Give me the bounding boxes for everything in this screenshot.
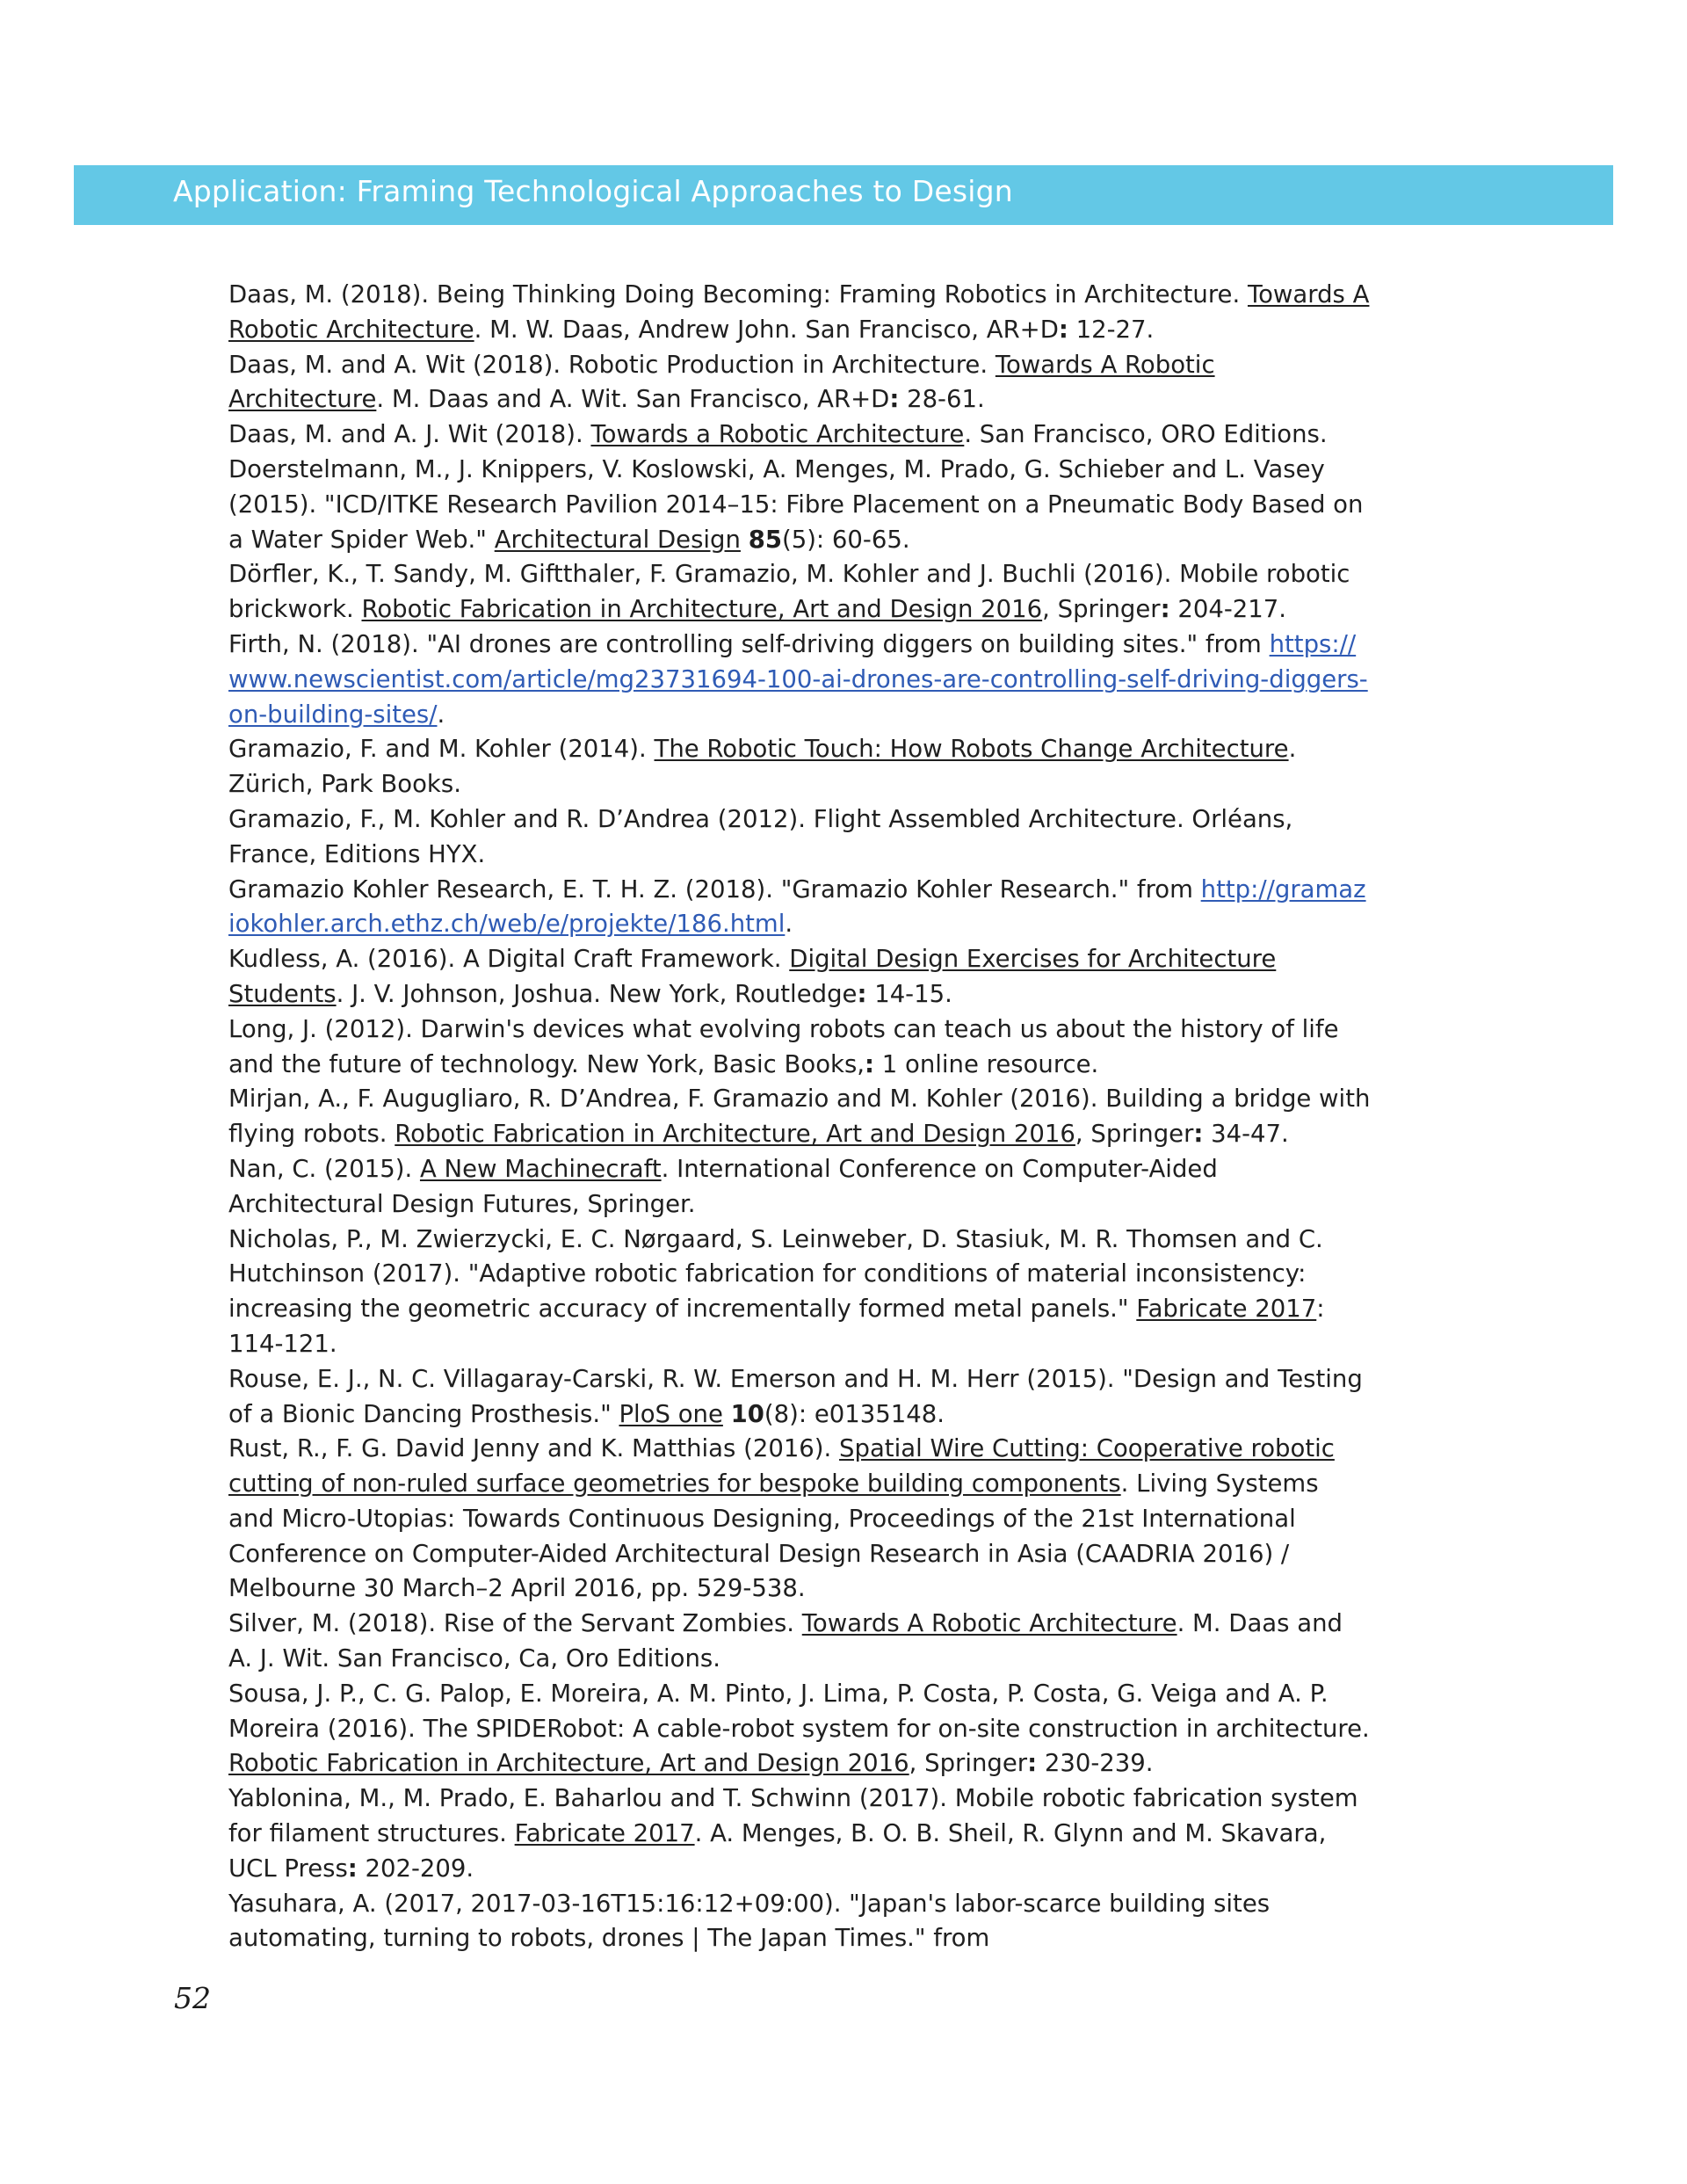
reference-text: Sousa, J. P., C. G. Palop, E. Moreira, A. M. Pinto, J. Lima, P. Costa, P. Costa, G. Veiga and A. P. Moreira (2016). The SPIDERobot: A cable-robot system for on-site construction in architecture.	[228, 1679, 1370, 1743]
reference-text: 28-61.	[899, 385, 985, 414]
reference-text: Daas, M. (2018). Being Thinking Doing Becoming: Framing Robotics in Architecture.	[228, 280, 1248, 308]
reference-entry	[228, 557, 1371, 628]
reference-entry	[228, 1607, 1371, 1677]
reference-text: Gramazio, F. and M. Kohler (2014).	[228, 735, 655, 764]
reference-source-title: The Robotic Touch: How Robots Change Architecture	[654, 735, 1289, 764]
reference-text: .	[437, 700, 445, 729]
reference-entry	[228, 732, 1371, 802]
reference-entry	[228, 417, 1371, 453]
reference-text: Nan, C. (2015).	[228, 1154, 420, 1183]
reference-entry	[228, 453, 1371, 557]
reference-source-title: Robotic Fabrication in Architecture, Art and Design 2016	[228, 1749, 909, 1778]
reference-source-title: A New Machinecraft	[419, 1154, 662, 1183]
reference-text: 34-47.	[1203, 1120, 1289, 1149]
reference-entry	[228, 628, 1371, 732]
reference-bold-text: :	[1058, 315, 1068, 344]
reference-link[interactable]: https://www.newscientist.com/article/mg23731694-100-ai-drones-are-controlling-self-driving-diggers-on-building-sites/	[228, 629, 1368, 729]
reference-text: , Springer	[1042, 595, 1161, 624]
reference-text: Gramazio Kohler Research, E. T. H. Z. (2018). "Gramazio Kohler Research." from	[228, 874, 1201, 903]
reference-entry	[228, 1082, 1371, 1152]
reference-text: 202-209.	[357, 1854, 474, 1883]
reference-bold-text: :	[857, 979, 867, 1008]
reference-entry	[228, 1677, 1371, 1781]
reference-entry	[228, 1223, 1371, 1362]
reference-text: . M. Daas and A. Wit. San Francisco, AR+D	[376, 385, 890, 414]
reference-text: 204-217.	[1169, 595, 1286, 624]
reference-bold-text: :	[865, 1049, 875, 1078]
reference-text	[723, 1400, 731, 1428]
reference-entry	[228, 942, 1371, 1012]
reference-text: . J. V. Johnson, Joshua. New York, Routledge	[336, 979, 858, 1008]
reference-text: Silver, M. (2018). Rise of the Servant Zombies.	[228, 1609, 802, 1638]
reference-text: Daas, M. and A. Wit (2018). Robotic Production in Architecture.	[228, 350, 996, 379]
reference-text: Doerstelmann, M., J. Knippers, V. Koslowski, A. Menges, M. Prado, G. Schieber and L. Vasey (2015). "ICD/ITKE Research Pavilion 2014–15: Fibre Placement on a Pneumatic Body Based on a Water Spider Web."	[228, 454, 1364, 554]
reference-source-title: Architectural Design	[494, 525, 741, 554]
reference-text: Yasuhara, A. (2017, 2017-03-16T15:16:12+09:00). "Japan's labor-scarce building sites automating, turning to robots, drones | The Japan Times." from	[228, 1889, 1271, 1953]
reference-source-title: PloS one	[619, 1399, 723, 1428]
reference-source-title: Robotic Fabrication in Architecture, Art and Design 2016	[361, 595, 1043, 624]
reference-entry	[228, 802, 1371, 873]
reference-text: Yablonina, M., M. Prado, E. Baharlou and T. Schwinn (2017). Mobile robotic fabrication system for filament structures.	[228, 1784, 1358, 1848]
reference-entry	[228, 1012, 1371, 1083]
reference-bold-text: :	[1027, 1749, 1038, 1778]
reference-text: Long, J. (2012). Darwin's devices what evolving robots can teach us about the history of life and the future of technology. New York, Basic Books,	[228, 1014, 1339, 1078]
reference-entry	[228, 1152, 1371, 1223]
reference-source-title: Towards A Robotic Architecture	[801, 1609, 1177, 1638]
reference-text: Daas, M. and A. J. Wit (2018).	[228, 420, 591, 449]
reference-source-title: Fabricate 2017	[514, 1819, 695, 1848]
reference-text: . Living Systems and Micro-Utopias: Towards Continuous Designing, Proceedings of the 21st International Conference on Computer-Aided Architectural Design Research in Asia (CAADRIA 2016) / Melbourne 30 March–2 April 2016, pp. 529-538.	[228, 1469, 1319, 1603]
reference-bold-text: 10	[730, 1399, 764, 1428]
reference-text: , Springer	[1075, 1120, 1194, 1149]
reference-entry	[228, 1432, 1371, 1607]
reference-bold-text: :	[889, 385, 900, 414]
reference-text: : 114-121.	[228, 1295, 1325, 1358]
reference-text: 14-15.	[866, 979, 952, 1008]
reference-text: Kudless, A. (2016). A Digital Craft Framework.	[228, 945, 790, 974]
page-number: 52	[174, 1981, 211, 2015]
reference-bold-text: :	[347, 1854, 358, 1883]
reference-source-title: Digital Design Exercises for Architecture Students	[228, 945, 1277, 1008]
reference-source-title: Fabricate 2017	[1136, 1295, 1317, 1324]
reference-text: Mirjan, A., F. Augugliaro, R. D’Andrea, F. Gramazio and M. Kohler (2016). Building a bridge with flying robots.	[228, 1085, 1371, 1149]
reference-text: . San Francisco, ORO Editions.	[964, 420, 1328, 449]
reference-source-title: Towards A Robotic Architecture	[228, 280, 1370, 344]
reference-entry	[228, 1362, 1371, 1433]
reference-bold-text: 85	[748, 525, 782, 554]
reference-text: 1 online resource.	[874, 1049, 1099, 1078]
reference-text: (5): 60-65.	[781, 525, 910, 554]
reference-entry	[228, 1781, 1371, 1886]
reference-text: Rust, R., F. G. David Jenny and K. Matthias (2016).	[228, 1434, 840, 1463]
reference-text	[741, 526, 749, 554]
reference-text: , Springer	[909, 1749, 1028, 1778]
reference-text: 230-239.	[1037, 1749, 1154, 1778]
reference-text: . International Conference on Computer-Aided Architectural Design Futures, Springer.	[228, 1154, 1218, 1218]
section-header-title: Application: Framing Technological Approaches to Design	[173, 174, 1013, 208]
section-header-band	[74, 165, 1613, 225]
reference-link[interactable]: http://gramaziokohler.arch.ethz.ch/web/e/projekte/186.html	[228, 874, 1366, 939]
reference-text: . M. W. Daas, Andrew John. San Francisco, AR+D	[474, 315, 1059, 344]
reference-text: Firth, N. (2018). "AI drones are controlling self-driving diggers on building sites." from	[228, 629, 1270, 658]
reference-entry	[228, 348, 1371, 418]
reference-bold-text: :	[1193, 1120, 1204, 1149]
reference-text: . A. Menges, B. O. B. Sheil, R. Glynn and M. Skavara, UCL Press	[228, 1819, 1327, 1883]
reference-entry	[228, 873, 1371, 943]
reference-entry	[228, 1887, 1371, 1957]
reference-text: Gramazio, F., M. Kohler and R. D’Andrea (2012). Flight Assembled Architecture. Orléans, France, Editions HYX.	[228, 804, 1293, 868]
reference-source-title: Robotic Fabrication in Architecture, Art and Design 2016	[395, 1120, 1075, 1149]
reference-text: 12-27.	[1068, 315, 1155, 344]
reference-text: Nicholas, P., M. Zwierzycki, E. C. Nørgaard, S. Leinweber, D. Stasiuk, M. R. Thomsen and C. Hutchinson (2017). "Adaptive robotic fabrication for conditions of material inconsistency: increasing the geometric accuracy of incrementally formed metal panels."	[228, 1224, 1323, 1324]
reference-text: . M. Daas and A. J. Wit. San Francisco, Ca, Oro Editions.	[228, 1609, 1343, 1673]
reference-bold-text: :	[1160, 595, 1170, 624]
reference-text: (8): e0135148.	[764, 1399, 945, 1428]
reference-source-title: Towards a Robotic Architecture	[590, 420, 965, 449]
reference-list	[228, 278, 1371, 1956]
reference-text: . Zürich, Park Books.	[228, 735, 1297, 799]
reference-text: .	[785, 910, 793, 939]
reference-entry	[228, 278, 1371, 348]
reference-text: Rouse, E. J., N. C. Villagaray-Carski, R. W. Emerson and H. M. Herr (2015). "Design and Testing of a Bionic Dancing Prosthesis."	[228, 1364, 1363, 1428]
reference-source-title: Towards A Robotic Architecture	[228, 350, 1215, 414]
reference-text: Dörfler, K., T. Sandy, M. Giftthaler, F. Gramazio, M. Kohler and J. Buchli (2016). Mobile robotic brickwork.	[228, 560, 1350, 624]
reference-source-title: Spatial Wire Cutting: Cooperative robotic cutting of non-ruled surface geometries for bespoke building components	[228, 1434, 1335, 1498]
